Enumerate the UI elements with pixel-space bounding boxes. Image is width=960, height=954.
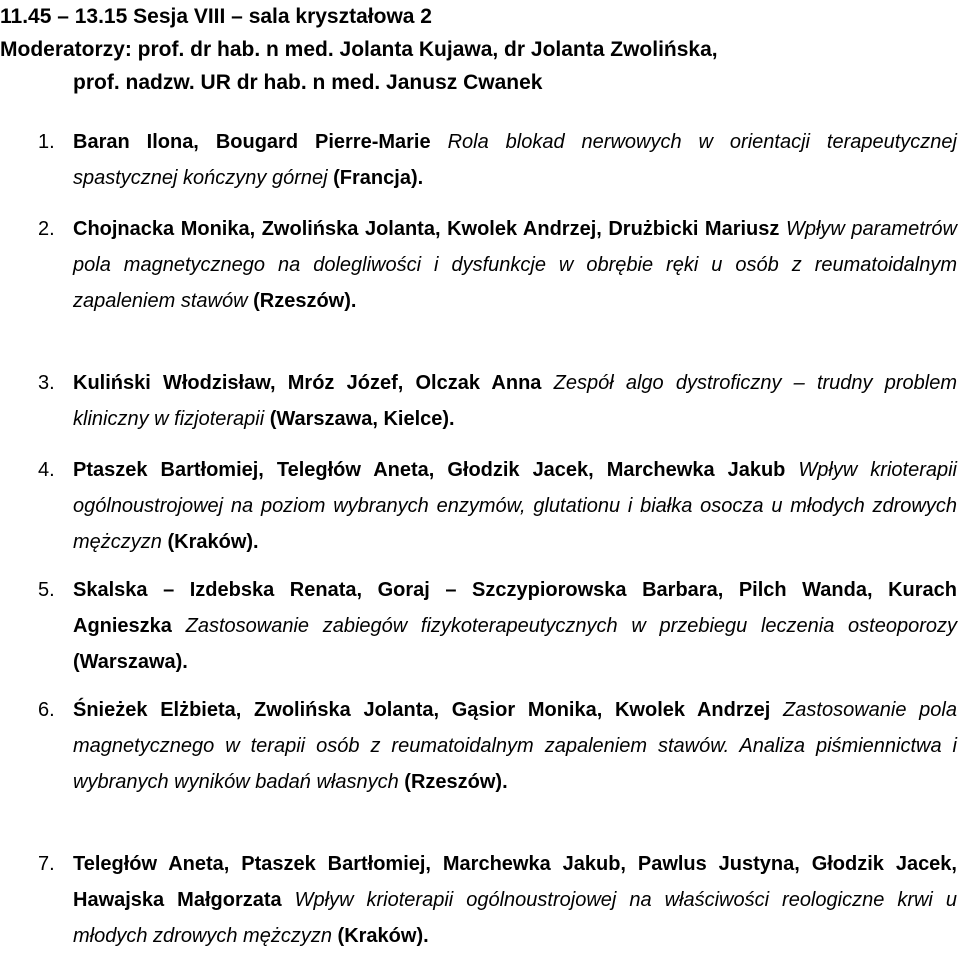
item-title: Rola blokad nerwowych w orientacji terapeutycznej spastycznej kończyny górnej: [73, 131, 957, 189]
item-body: [73, 211, 957, 319]
item-title: Zastosowanie zabiegów fizykoterapeutycznych w przebiegu leczenia osteoporozy: [185, 615, 957, 637]
item-location: (Kraków).: [337, 925, 429, 947]
item-authors: Chojnacka Monika, Zwolińska Jolanta, Kwolek Andrzej, Drużbicki Mariusz: [73, 218, 780, 240]
item-authors: Skalska – Izdebska Renata, Goraj – Szczypiorowska Barbara, Pilch Wanda, Kurach Agnieszka: [73, 579, 957, 637]
item-body: [73, 124, 957, 196]
session-moderators-continued: prof. nadzw. UR dr hab. n med. Janusz Cwanek: [73, 71, 543, 94]
item-number: 3.: [38, 372, 55, 394]
item-location: (Rzeszów).: [404, 771, 508, 793]
item-location: (Rzeszów).: [253, 290, 357, 312]
item-body: [73, 365, 957, 437]
item-location: (Warszawa).: [73, 651, 188, 673]
item-authors: Ptaszek Bartłomiej, Teległów Aneta, Głodzik Jacek, Marchewka Jakub: [73, 459, 786, 481]
item-title: Zespół algo dystroficzny – trudny problem kliniczny w fizjoterapii: [73, 372, 957, 430]
item-title: Wpływ krioterapii ogólnoustrojowej na właściwości reologiczne krwi u młodych zdrowych mężczyzn: [73, 889, 957, 947]
item-authors: Teległów Aneta, Ptaszek Bartłomiej, Marchewka Jakub, Pawlus Justyna, Głodzik Jacek, Hawajska Małgorzata: [73, 853, 957, 911]
item-number: 2.: [38, 218, 55, 240]
item-body: [73, 692, 957, 800]
item-title: Zastosowanie pola magnetycznego w terapii osób z reumatoidalnym zapaleniem stawów. Analiza piśmiennictwa i wybranych wyników badań własnych: [73, 699, 957, 793]
item-location: (Kraków).: [167, 531, 259, 553]
session-title: 11.45 – 13.15 Sesja VIII – sala kryształowa 2: [0, 5, 432, 28]
session-moderators: Moderatorzy: prof. dr hab. n med. Jolanta Kujawa, dr Jolanta Zwolińska,: [0, 38, 718, 61]
item-location: (Warszawa, Kielce).: [269, 408, 455, 430]
item-title: Wpływ parametrów pola magnetycznego na dolegliwości i dysfunkcje w obrębie ręki u osób z reumatoidalnym zapaleniem stawów: [73, 218, 957, 312]
item-body: [73, 846, 957, 954]
item-authors: Kuliński Włodzisław, Mróz Józef, Olczak Anna: [73, 372, 542, 394]
item-body: [73, 452, 957, 560]
item-authors: Śnieżek Elżbieta, Zwolińska Jolanta, Gąsior Monika, Kwolek Andrzej: [73, 699, 771, 721]
item-number: 6.: [38, 699, 55, 721]
item-number: 7.: [38, 853, 55, 875]
item-number: 4.: [38, 459, 55, 481]
item-number: 1.: [38, 131, 55, 153]
item-title: Wpływ krioterapii ogólnoustrojowej na poziom wybranych enzymów, glutationu i białka osocza u młodych zdrowych mężczyzn: [73, 459, 957, 553]
item-body: [73, 572, 957, 680]
item-number: 5.: [38, 579, 55, 601]
item-location: (Francja).: [333, 167, 424, 189]
item-authors: Baran Ilona, Bougard Pierre-Marie: [73, 131, 431, 153]
